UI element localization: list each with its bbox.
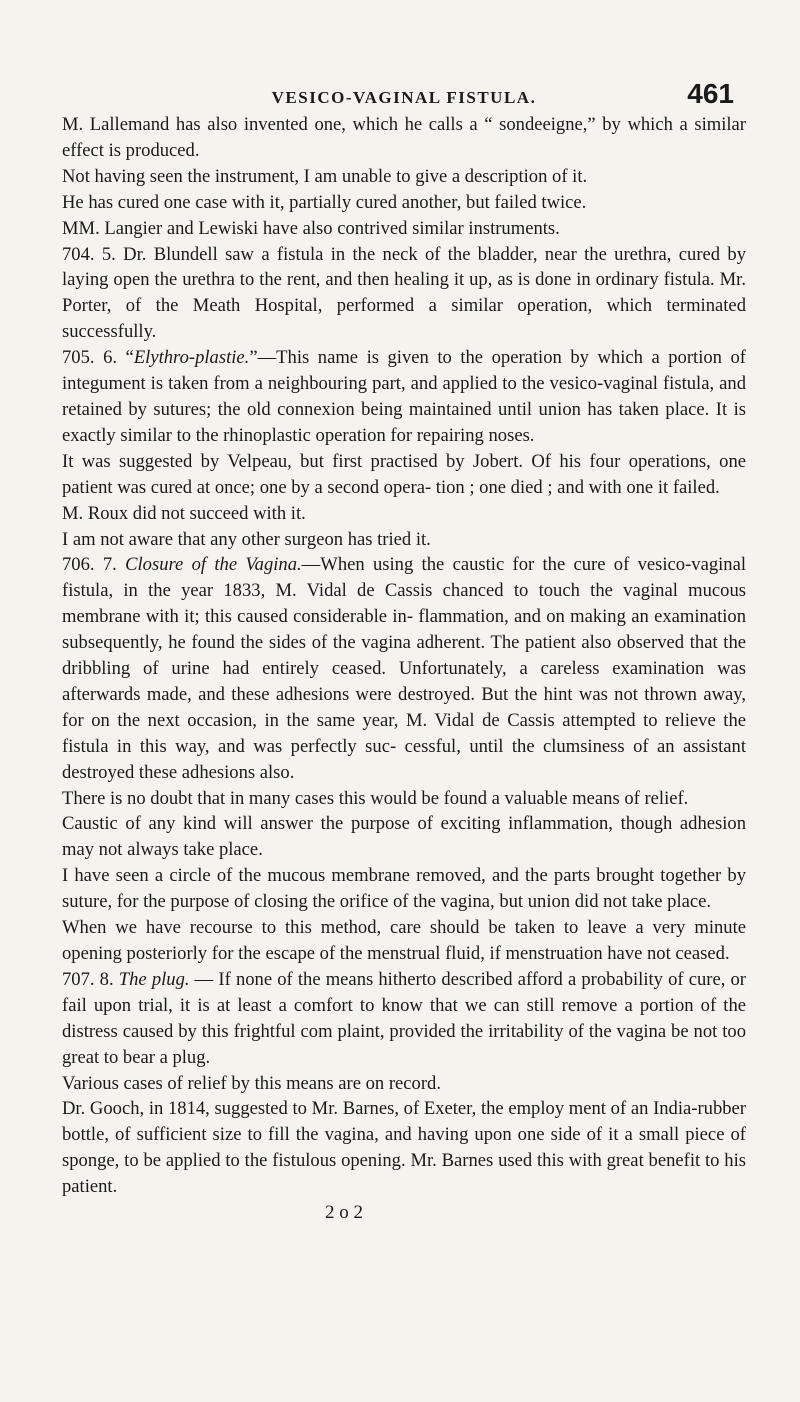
section-title: Closure of the Vagina. (125, 554, 302, 576)
paragraph (62, 345, 746, 449)
page-number: 461 (687, 78, 734, 109)
paragraph (62, 967, 746, 1071)
paragraph-lead: 706. 7. (62, 554, 126, 576)
paragraph: Dr. Gooch, in 1814, suggested to Mr. Barnes, of Exeter, the employ ment of an India-rubber bottle, of sufficient size to fill the vagina, and having upon one side of it a small piece of sponge, to be applied to the fistulous opening. Mr. Barnes used this with great benefit to his patient. (62, 1098, 746, 1198)
body-text (62, 112, 746, 1226)
paragraph: MM. Langier and Lewiski have also contrived similar instruments. (62, 217, 560, 239)
section-title: The plug. (118, 968, 190, 990)
paragraph: I am not aware that any other surgeon has tried it. (62, 528, 431, 550)
signature-mark: 2 o 2 (325, 1202, 363, 1224)
paragraph: It was suggested by Velpeau, but first practised by Jobert. Of his four operations, one patient was cured at once; one by a second opera- tion ; one died ; and with one it failed. (62, 450, 746, 498)
paragraph: Caustic of any kind will answer the purpose of exciting inflammation, though adhesion may not always take place. (62, 813, 746, 861)
paragraph: Not having seen the instrument, I am unable to give a description of it. (62, 165, 588, 187)
running-head: VESICO-VAGINAL FISTULA. (271, 88, 537, 107)
paragraph-lead: 705. 6. “ (62, 347, 134, 369)
paragraph-lead: 707. 8. (62, 968, 119, 990)
paragraph: 704. 5. Dr. Blundell saw a fistula in the neck of the bladder, near the urethra, cured by laying open the urethra to the rent, and then healing it up, as is done in ordinary fistula. Mr. Porter, of the Meath Hospital, performed a similar operation, which terminated successfully. (62, 243, 746, 343)
paragraph: When we have recourse to this method, care should be taken to leave a very minute opening posteriorly for the escape of the menstrual fluid, if menstruation have not ceased. (62, 917, 746, 964)
paragraph (62, 552, 746, 785)
page-header (62, 0, 746, 112)
paragraph: He has cured one case with it, partially cured another, but failed twice. (62, 191, 587, 213)
paragraph: There is no doubt that in many cases this would be found a valuable means of relief. (62, 787, 689, 809)
paragraph: Various cases of relief by this means are on record. (62, 1072, 441, 1094)
paragraph: M. Lallemand has also invented one, which he calls a “ sondeeigne,” by which a similar effect is produced. (62, 114, 746, 161)
section-title: Elythro-plastie. (133, 347, 250, 369)
paragraph-rest: —When using the caustic for the cure of vesico-vaginal fistula, in the year 1833, M. Vidal de Cassis chanced to touch the vaginal mucous membrane with it; this caused considerable in- flammation, and on making an examination subsequently, he found the sides of the vagina adherent. The patient also observed that the dribbling of urine had entirely ceased. Unfortunately, a careless examination was afterwards made, and these adhesions were destroyed. But the hint was not thrown away, for on the next occasion, in the same year, M. Vidal de Cassis attempted to relieve the fistula in this way, and was perfectly suc- cessful, until the clumsiness of an assistant destroyed these adhesions also. (62, 554, 747, 783)
paragraph: M. Roux did not succeed with it. (62, 502, 306, 524)
paragraph: I have seen a circle of the mucous membrane removed, and the parts brought together by suture, for the purpose of closing the orifice of the vagina, but union did not take place. (62, 865, 746, 913)
paragraph-rest: ”—This name is given to the operation by which a portion of integument is taken from a neighbouring part, and applied to the vesico-vaginal fistula, and retained by sutures; the old connexion being maintained until union has taken place. It is exactly similar to the rhinoplastic operation for repairing noses. (62, 347, 746, 446)
paragraph-rest: — If none of the means hitherto described afford a probability of cure, or fail upon trial, it is at least a comfort to know that we can still remove a portion of the distress caused by this frightful com plaint, provided the irritability of the vagina be not too great to bear a plug. (62, 968, 746, 1068)
